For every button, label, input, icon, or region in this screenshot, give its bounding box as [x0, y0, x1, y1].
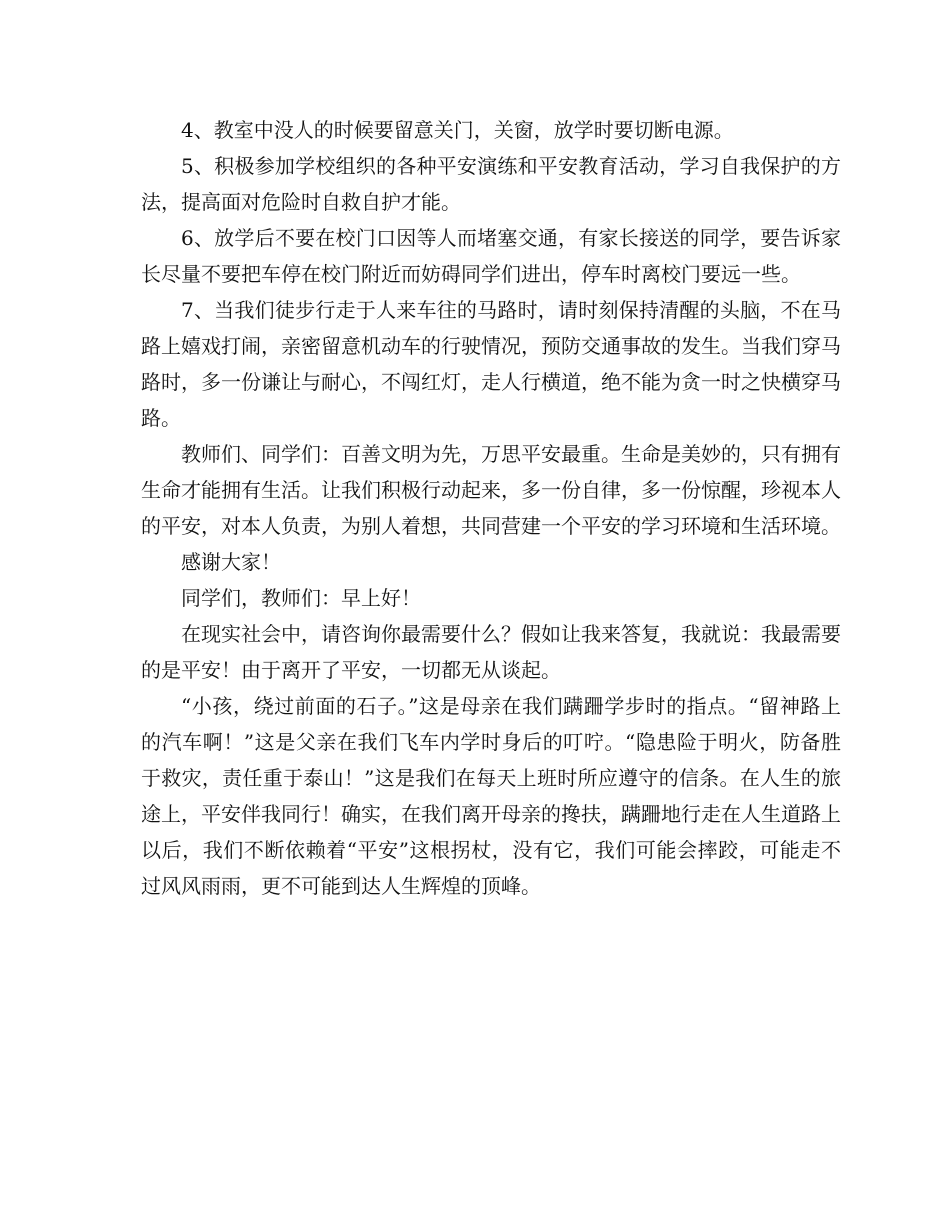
paragraph-safety-tip-6: 6、放学后不要在校门口因等人而堵塞交通，有家长接送的同学，要告诉家长尽量不要把车停在校门附近而妨碍同学们进出，停车时离校门要远一些。: [141, 226, 841, 286]
paragraph-thanks: 感谢大家！: [181, 550, 281, 574]
paragraph-safety-tip-7: 7、当我们徒步行走于人来车往的马路时，请时刻保持清醒的头脑，不在马路上嬉戏打闹，亲密留意机动车的行驶情况，预防交通事故的发生。当我们穿马路时，多一份谦让与耐心，不闯红灯，走人行横道，绝不能为贪一时之快横穿马路。: [141, 298, 841, 430]
paragraph-intro-question: 在现实社会中，请咨询你最需要什么？假如让我来答复，我就说：我最需要的是平安！由于离开了平安，一切都无从谈起。: [141, 622, 841, 682]
paragraph-safety-tip-5: 5、积极参加学校组织的各种平安演练和平安教育活动，学习自我保护的方法，提高面对危险时自救自护才能。: [141, 154, 841, 214]
document-body: [141, 112, 841, 904]
paragraph-closing-appeal: 教师们、同学们：百善文明为先，万思平安最重。生命是美妙的，只有拥有生命才能拥有生活。让我们积极行动起来，多一份自律，多一份惊醒，珍视本人的平安，对本人负责，为别人着想，共同营建一个平安的学习环境和生活环境。: [141, 442, 841, 538]
paragraph-safety-tip-4: 4、教室中没人的时候要留意关门，关窗，放学时要切断电源。: [181, 118, 734, 142]
paragraph-greeting: 同学们，教师们：早上好！: [181, 586, 421, 610]
paragraph-safety-reflection: “小孩，绕过前面的石子。”这是母亲在我们蹒跚学步时的指点。“留神路上的汽车啊！”这是父亲在我们飞车内学时身后的叮咛。“隐患险于明火，防备胜于救灾，责任重于泰山！”这是我们在每天上班时所应遵守的信条。在人生的旅途上，平安伴我同行！确实，在我们离开母亲的搀扶，蹒跚地行走在人生道路上以后，我们不断依赖着“平安”这根拐杖，没有它，我们可能会摔跤，可能走不过风风雨雨，更不可能到达人生辉煌的顶峰。: [141, 694, 841, 898]
